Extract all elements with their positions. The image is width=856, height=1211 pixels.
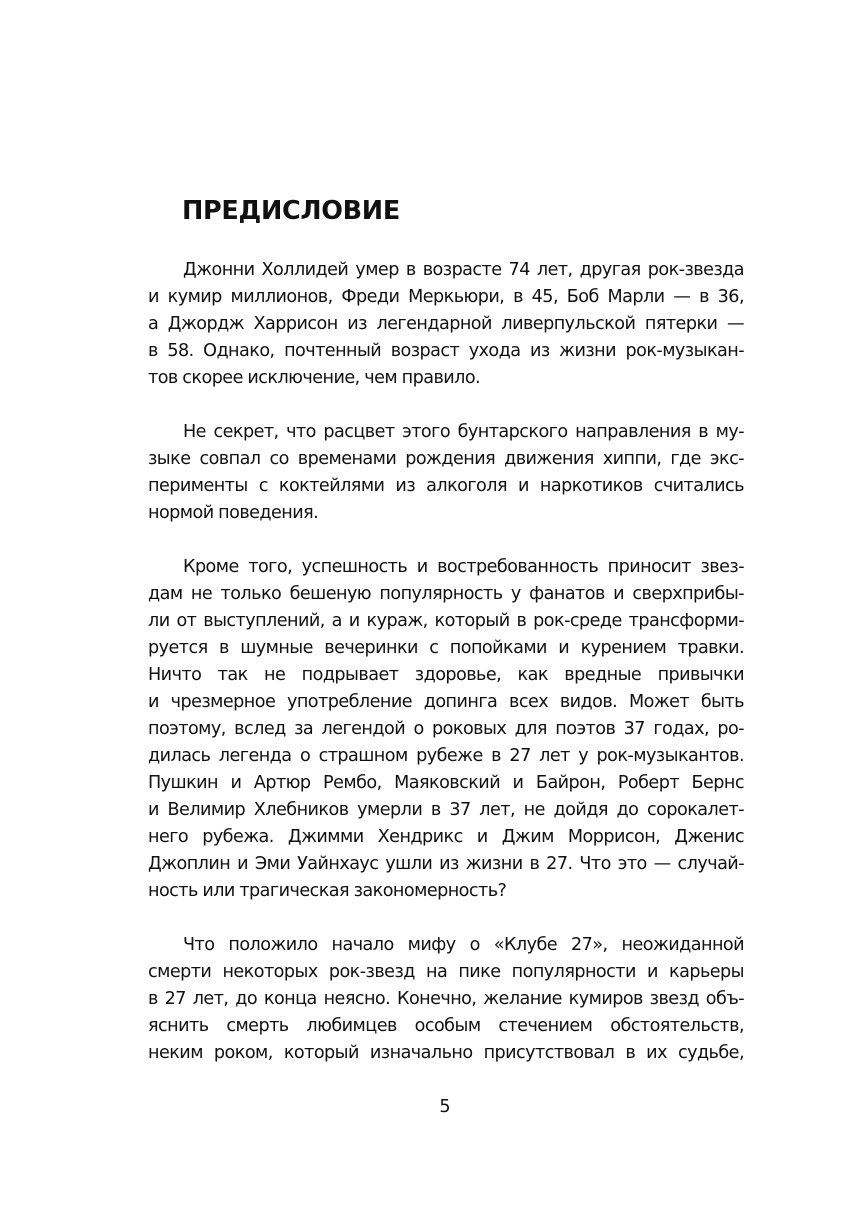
text-line: тов скорее исключение, чем правило. bbox=[148, 368, 481, 388]
text-line: и кумир миллионов, Фреди Меркьюри, в 45, Боб Марли — в 36, bbox=[148, 287, 744, 307]
text-line: неким роком, который изначально присутствовал в их судьбе, bbox=[148, 1043, 744, 1063]
paragraph-4 bbox=[148, 932, 744, 1067]
text-line: ли от выступлений, а и кураж, который в рок-среде трансформи- bbox=[148, 611, 744, 631]
text-line: дам не только бешеную популярность у фанатов и сверхприбы- bbox=[148, 584, 744, 604]
text-line: Ничто так не подрывает здоровье, как вредные привычки bbox=[148, 665, 744, 685]
text-line: руется в шумные вечеринки с попойками и курением травки. bbox=[148, 638, 744, 658]
text-line: в 27 лет, до конца неясно. Конечно, желание кумиров звезд объ- bbox=[148, 989, 744, 1009]
text-line: Что положило начало мифу о «Клубе 27», неожиданной bbox=[183, 935, 744, 955]
text-line: перименты с коктейлями из алкоголя и наркотиков считались bbox=[148, 476, 744, 496]
text-line: а Джордж Харрисон из легендарной ливерпульской пятерки — bbox=[148, 314, 744, 334]
paragraph-1 bbox=[148, 257, 744, 392]
text-line: нормой поведения. bbox=[148, 503, 319, 523]
paragraph-2 bbox=[148, 419, 744, 527]
text-line: Кроме того, успешность и востребованность приносит звез- bbox=[183, 557, 744, 577]
text-line: поэтому, вслед за легендой о роковых для поэтов 37 годах, ро- bbox=[148, 719, 744, 739]
text-line: дилась легенда о страшном рубеже в 27 лет у рок-музыкантов. bbox=[148, 746, 744, 766]
text-line: него рубежа. Джимми Хендрикс и Джим Моррисон, Дженис bbox=[148, 827, 744, 847]
page-number: 5 bbox=[439, 1097, 451, 1117]
text-line: и Велимир Хлебников умерли в 37 лет, не дойдя до сорокалет- bbox=[148, 800, 744, 820]
paragraph-3 bbox=[148, 554, 744, 905]
text-line: Джонни Холлидей умер в возрасте 74 лет, другая рок-звезда bbox=[183, 260, 744, 280]
text-line: яснить смерть любимцев особым стечением обстоятельств, bbox=[148, 1016, 744, 1036]
text-line: Не секрет, что расцвет этого бунтарского направления в му- bbox=[183, 422, 744, 442]
text-line: зыке совпал со временами рождения движения хиппи, где экс- bbox=[148, 449, 744, 469]
text-line: Джоплин и Эми Уайнхаус ушли из жизни в 27. Что это — случай- bbox=[148, 854, 744, 874]
text-line: смерти некоторых рок-звезд на пике популярности и карьеры bbox=[148, 962, 744, 982]
text-line: ность или трагическая закономерность? bbox=[148, 881, 507, 901]
text-line: в 58. Однако, почтенный возраст ухода из жизни рок-музыкан- bbox=[148, 341, 744, 361]
text-line: и чрезмерное употребление допинга всех видов. Может быть bbox=[148, 692, 744, 712]
chapter-heading: ПРЕДИСЛОВИЕ bbox=[182, 196, 400, 226]
text-line: Пушкин и Артюр Рембо, Маяковский и Байрон, Роберт Бернс bbox=[148, 773, 744, 793]
